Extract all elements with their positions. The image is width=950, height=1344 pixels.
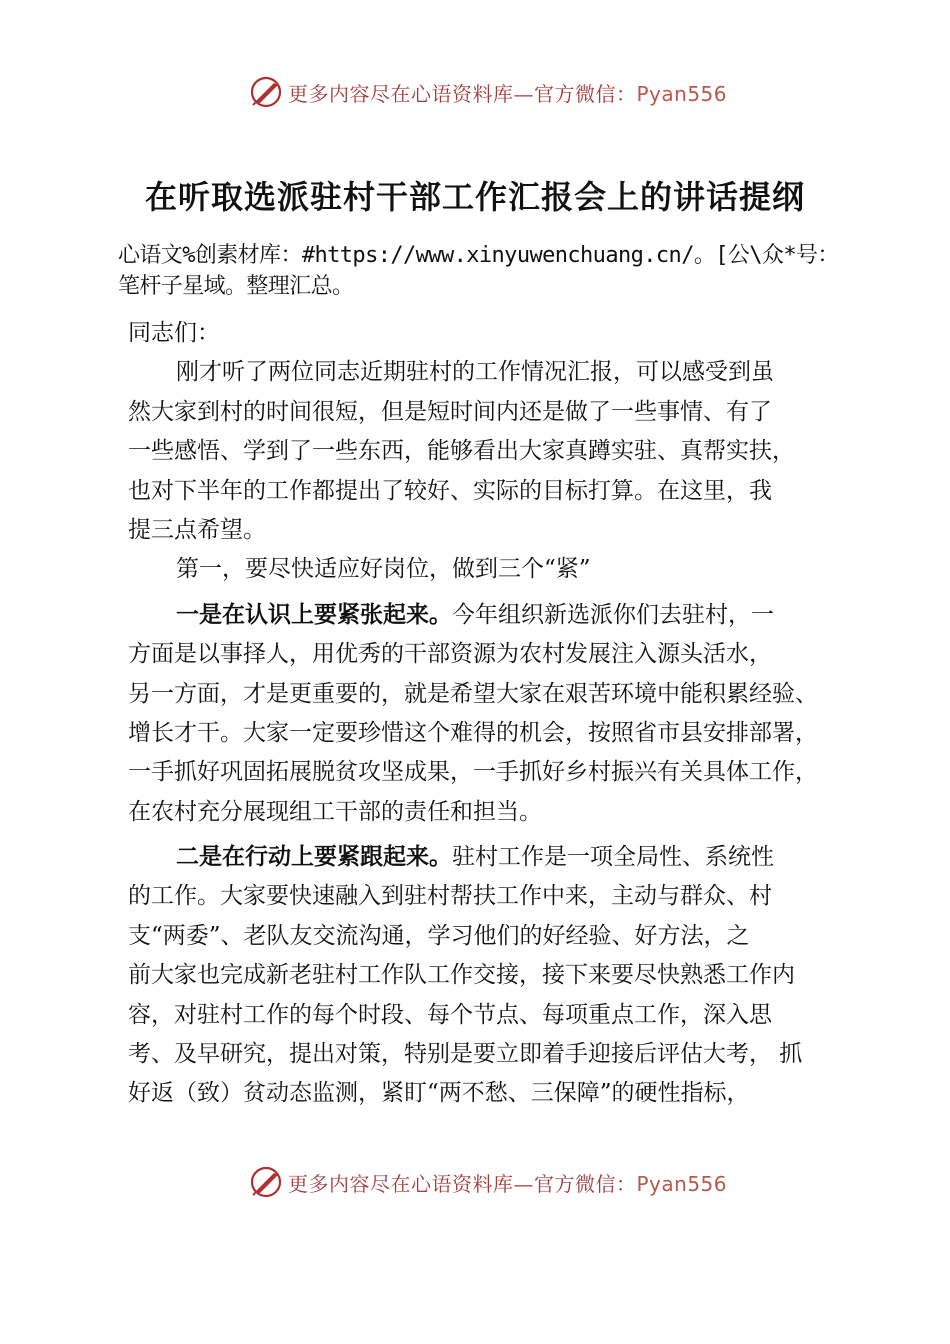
pen-logo-icon (248, 74, 284, 110)
source-line: 心语文%创素材库：#https://www.xinyuwenchuang.cn/。[公\众*号： (118, 243, 839, 268)
text-line: 好返（致）贫动态监测，紧盯“两不愁、三保障”的硬性指标， (128, 1080, 750, 1107)
watermark-text: 更多内容尽在心语资料库—官方微信：Pyan556 (288, 1171, 728, 1196)
pen-logo-icon (248, 1164, 284, 1200)
source-line: 笔杆子星域。整理汇总。 (118, 274, 354, 299)
bold-lead: 二是在行动上要紧跟起来。 (176, 844, 452, 871)
header-watermark-banner (248, 72, 727, 112)
watermark-text: 更多内容尽在心语资料库—官方微信：Pyan556 (288, 81, 728, 106)
text-line: 二是在行动上要紧跟起来。驻村工作是一项全局性、系统性 (176, 844, 774, 871)
text-line: 的工作。大家要快速融入到驻村帮扶工作中来，主动与群众、村 (128, 883, 772, 910)
paragraph-point-one (128, 596, 868, 832)
text-line: 提三点希望。 (128, 516, 266, 543)
text-line: 也对下半年的工作都提出了较好、实际的目标打算。在这里，我 (128, 477, 772, 504)
source-note (118, 240, 908, 302)
section-heading: 第一，要尽快适应好岗位，做到三个“紧” (176, 556, 591, 583)
text-line: 然大家到村的时间很短，但是短时间内还是做了一些事情、有了 (128, 398, 772, 425)
text-line: 在农村充分展现组工干部的责任和担当。 (128, 798, 542, 825)
greeting: 同志们： (128, 320, 220, 346)
text-line: 一手抓好巩固拓展脱贫攻坚成果，一手抓好乡村振兴有关具体工作， (128, 759, 818, 786)
footer-watermark-banner (248, 1162, 727, 1202)
text-line: 增长才干。大家一定要珍惜这个难得的机会，按照省市县安排部署， (128, 719, 818, 746)
text-line: 一是在认识上要紧张起来。今年组织新选派你们去驻村，一 (176, 601, 774, 628)
text-line: 刚才听了两位同志近期驻村的工作情况汇报，可以感受到虽 (176, 359, 774, 386)
text-line: 另一方面，才是更重要的，就是希望大家在艰苦环境中能积累经验、 (128, 680, 818, 707)
bold-lead: 一是在认识上要紧张起来。 (176, 601, 452, 628)
document-body (128, 314, 868, 1114)
paragraph-intro (128, 353, 868, 550)
text-line: 容，对驻村工作的每个时段、每个节点、每项重点工作，深入思 (128, 1001, 772, 1028)
text-line: 前大家也完成新老驻村工作队工作交接，接下来要尽快熟悉工作内 (128, 962, 795, 989)
text-line: 支“两委”、老队友交流沟通，学习他们的好经验、好方法，之 (128, 922, 750, 949)
text-line: 方面是以事择人，用优秀的干部资源为农村发展注入源头活水， (128, 641, 772, 668)
document-title: 在听取选派驻村干部工作汇报会上的讲话提纲 (144, 178, 805, 216)
text-line: 考、及早研究，提出对策，特别是要立即着手迎接后评估大考， 抓 (128, 1041, 803, 1068)
text-line: 一些感悟、学到了一些东西，能够看出大家真蹲实驻、真帮实扶， (128, 438, 795, 465)
paragraph-point-two (128, 838, 868, 1114)
